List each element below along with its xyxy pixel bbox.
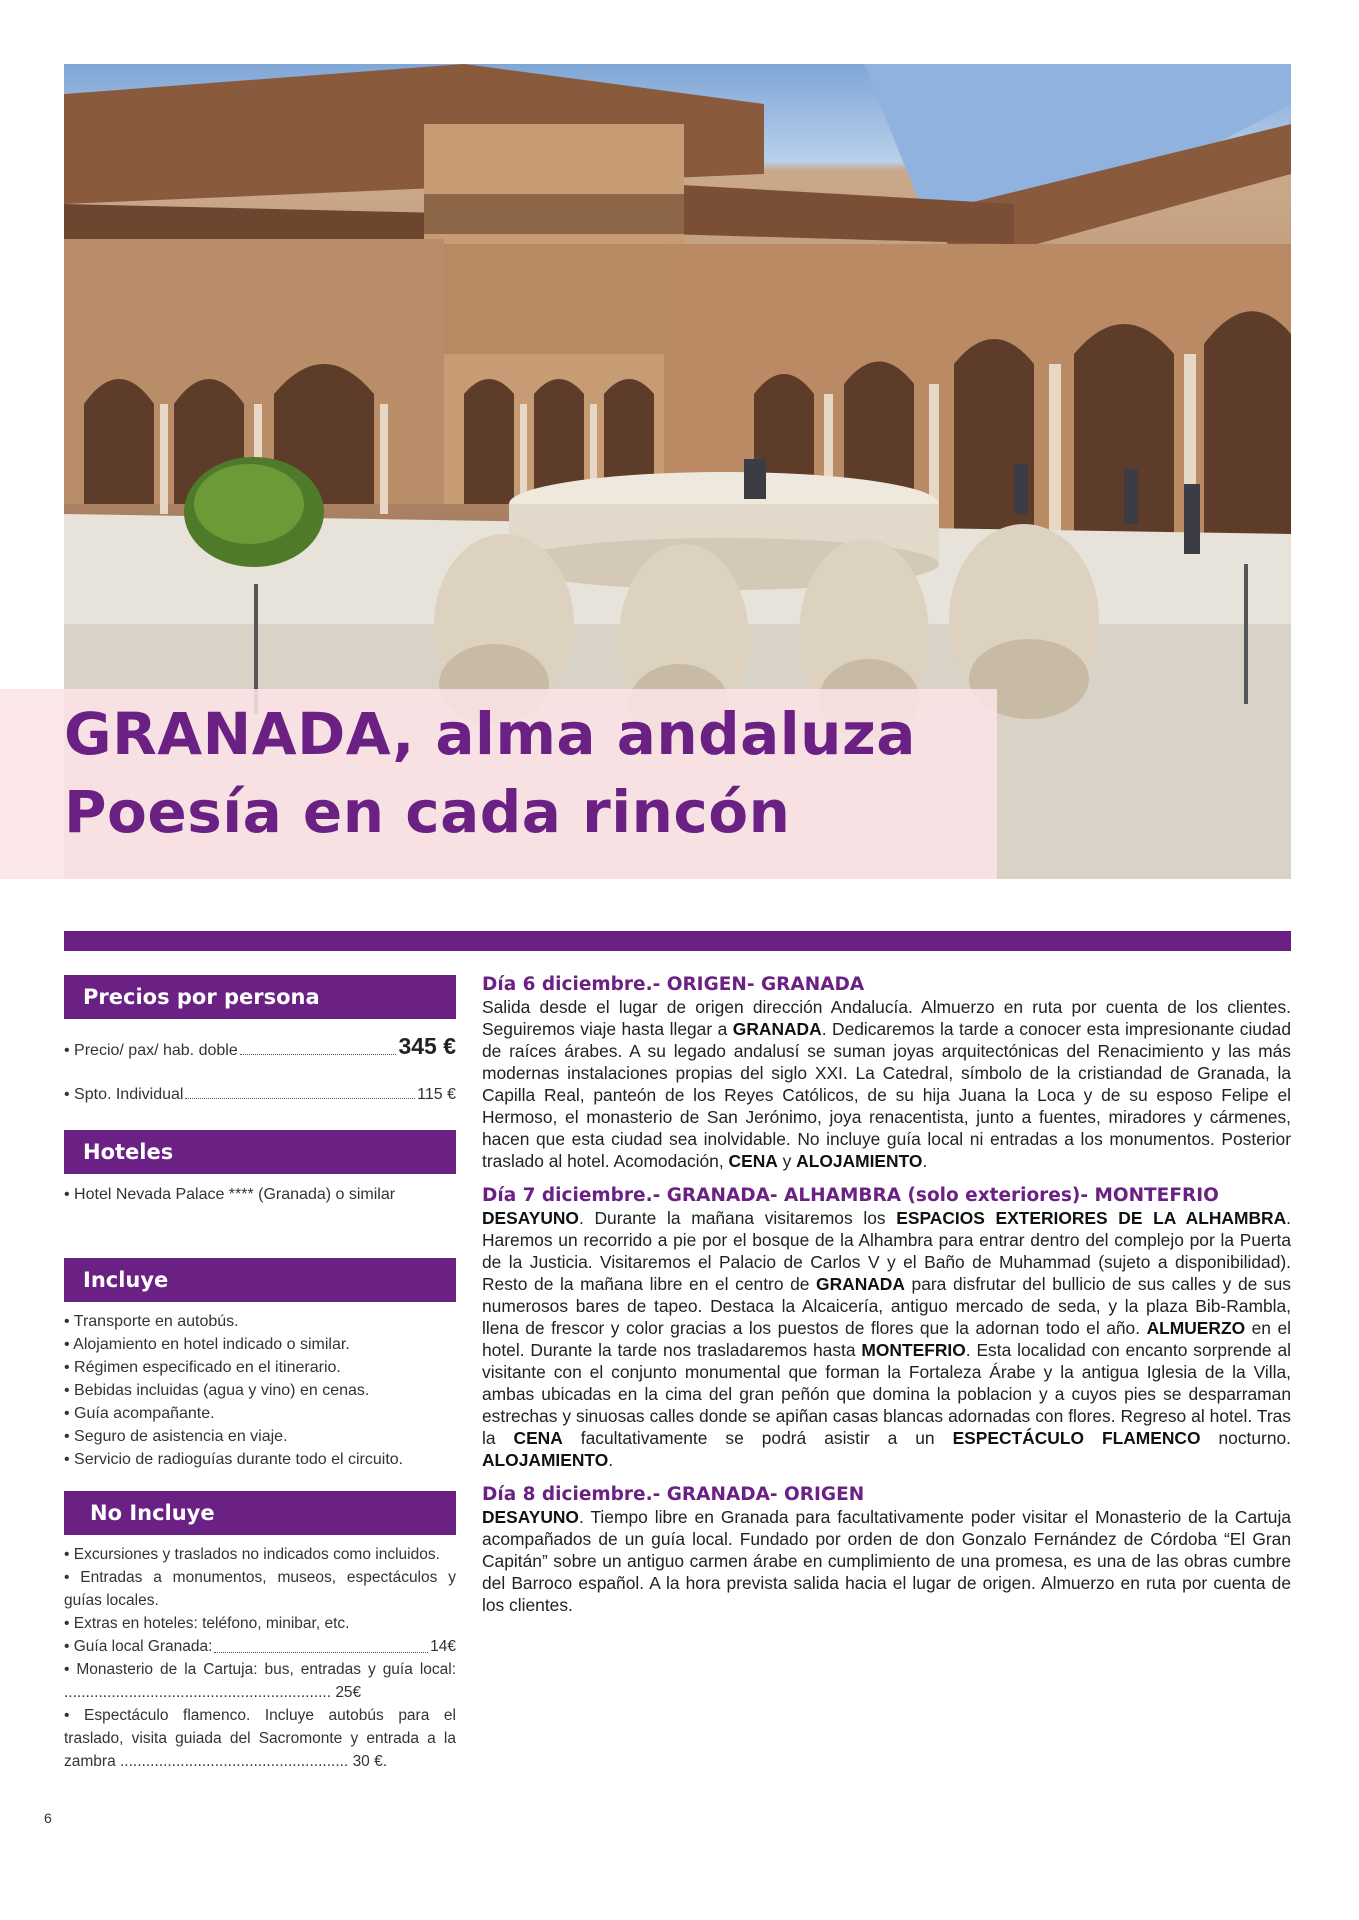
price-double-value: 345 € <box>398 1033 456 1059</box>
includes-list <box>64 1310 456 1471</box>
leader-dots <box>240 1054 397 1055</box>
priced-extra-row <box>64 1635 456 1658</box>
list-item: • Alojamiento en hotel indicado o similar. <box>64 1336 350 1353</box>
day-text: Salida desde el lugar de origen dirección Andalucía. Almuerzo en ruta por cuenta de los clientes. Seguiremos viaje hasta llegar a GRANADA. Dedicaremos la tarde a conocer esta impresionante ciudad de raíces árabes. A su legado andalusí se suman joyas arquitectónicas del Renacimiento y las más modernas instalaciones propias del siglo XXI. La Catedral, símbolo de la cristiandad de Granada, la Capilla Real, panteón de los Reyes Católicos, de su hija Juana la Loca y de su esposo Felipe el Hermoso, el monasterio de San Jerónimo, joya renacentista, junto a fuentes, miradores y cármenes, hacen que esta ciudad sea inolvidable. No incluye guía local ni entradas a los monumentos. Posterior traslado al hotel. Acomodación, CENA y ALOJAMIENTO. <box>482 997 1291 1171</box>
price-double-label: • Precio/ pax/ hab. doble <box>64 1042 238 1059</box>
day-title: Día 6 diciembre.- ORIGEN- GRANADA <box>482 974 865 995</box>
prices-heading: Precios por persona <box>64 975 456 1019</box>
includes-heading: Incluye <box>64 1258 456 1302</box>
price-single-value: 115 € <box>417 1086 456 1103</box>
list-item: • Excursiones y traslados no indicados como incluidos. <box>64 1546 440 1563</box>
page-number: 6 <box>44 1810 52 1826</box>
leader-dots: .............................................................. <box>64 1684 331 1701</box>
title-line-1: GRANADA, alma andaluza <box>64 700 916 768</box>
priced-extra-row <box>64 1704 456 1773</box>
priced-extra-label: • Espectáculo flamenco. Incluye autobús para el traslado, visita guiada del Sacromonte y entrada a la zambra <box>64 1707 456 1770</box>
hotels-list <box>64 1183 456 1206</box>
price-single-row <box>64 1086 456 1104</box>
day-text: DESAYUNO. Tiempo libre en Granada para facultativamente poder visitar el Monasterio de la Cartuja acompañados de un guía local. Fundado por orden de don Gonzalo Fernández de Córdoba “El Gran Capitán” sobre un antiguo carmen árabe en cumplimiento de una promesa, es una de las obras cumbre del Barroco español. A la hora prevista salida hacia el lugar de origen. Almuerzo en ruta por cuenta de los clientes. <box>482 1507 1291 1615</box>
hotels-heading: Hoteles <box>64 1130 456 1174</box>
priced-extra-label: • Guía local Granada: <box>64 1638 213 1655</box>
itinerary-day <box>482 1185 1291 1471</box>
leader-dots: ..................................................... <box>120 1753 349 1770</box>
list-item: • Régimen especificado en el itinerario. <box>64 1359 341 1376</box>
list-item: • Servicio de radioguías durante todo el circuito. <box>64 1451 404 1468</box>
page-title <box>64 695 1024 851</box>
list-item: • Transporte en autobús. <box>64 1313 239 1330</box>
priced-extra-value: 30 €. <box>352 1753 388 1770</box>
list-item: • Entradas a monumentos, museos, espectáculos y guías locales. <box>64 1569 456 1609</box>
itinerary <box>482 974 1291 1629</box>
list-item: • Guía acompañante. <box>64 1405 215 1422</box>
priced-extra-row <box>64 1658 456 1704</box>
left-column <box>64 975 456 1773</box>
title-line-2: Poesía en cada rincón <box>64 778 791 846</box>
itinerary-day <box>482 974 1291 1172</box>
list-item: • Extras en hoteles: teléfono, minibar, etc. <box>64 1615 350 1632</box>
day-title: Día 8 diciembre.- GRANADA- ORIGEN <box>482 1484 865 1505</box>
list-item: • Seguro de asistencia en viaje. <box>64 1428 288 1445</box>
not-includes-list <box>64 1543 456 1773</box>
section-divider <box>64 931 1291 951</box>
not-includes-heading: No Incluye <box>64 1491 456 1535</box>
price-double-row <box>64 1033 456 1060</box>
priced-extra-value: 25€ <box>335 1684 362 1701</box>
list-item: • Bebidas incluidas (agua y vino) en cenas. <box>64 1382 370 1399</box>
list-item: • Hotel Nevada Palace **** (Granada) o similar <box>64 1186 396 1203</box>
priced-extra-value: 14€ <box>430 1638 456 1655</box>
day-text: DESAYUNO. Durante la mañana visitaremos los ESPACIOS EXTERIORES DE LA ALHAMBRA. Haremos un recorrido a pie por el bosque de la Alhambra para entrar dentro del complejo por la Puerta de la Justicia. Visitaremos el Palacio de Carlos V y el Baño de Muhammad (sujeto a disponibilidad). Resto de la mañana libre en el centro de GRANADA para disfrutar del bullicio de sus calles y de sus numerosos bares de tapeo. Destaca la Alcaicería, antiguo mercado de seda, y la plaza Bib-Rambla, llena de frescor y color gracias a los puestos de flores que la adornan todo el año. ALMUERZO en el hotel. Durante la tarde nos trasladaremos hasta MONTEFRIO. Esta localidad con encanto sorprende al visitante con el conjunto monumental que forman la Fortaleza Árabe y la antigua Iglesia de la Villa, ambas ubicadas en la cima del gran peñón que domina la poblacion y a cuyos pies se desparraman estrechas y sinuosas calles donde se apiñan casas blancas adornadas con flores. Regreso al hotel. Tras la CENA facultativamente se podrá asistir a un ESPECTÁCULO FLAMENCO nocturno. ALOJAMIENTO. <box>482 1208 1292 1470</box>
itinerary-day <box>482 1484 1291 1616</box>
leader-dots <box>185 1098 415 1099</box>
leader-dots <box>214 1652 428 1653</box>
day-title: Día 7 diciembre.- GRANADA- ALHAMBRA (solo exteriores)- MONTEFRIO <box>482 1185 1219 1206</box>
price-single-label: • Spto. Individual <box>64 1086 184 1103</box>
priced-extra-label: • Monasterio de la Cartuja: bus, entradas y guía local: <box>64 1661 456 1678</box>
